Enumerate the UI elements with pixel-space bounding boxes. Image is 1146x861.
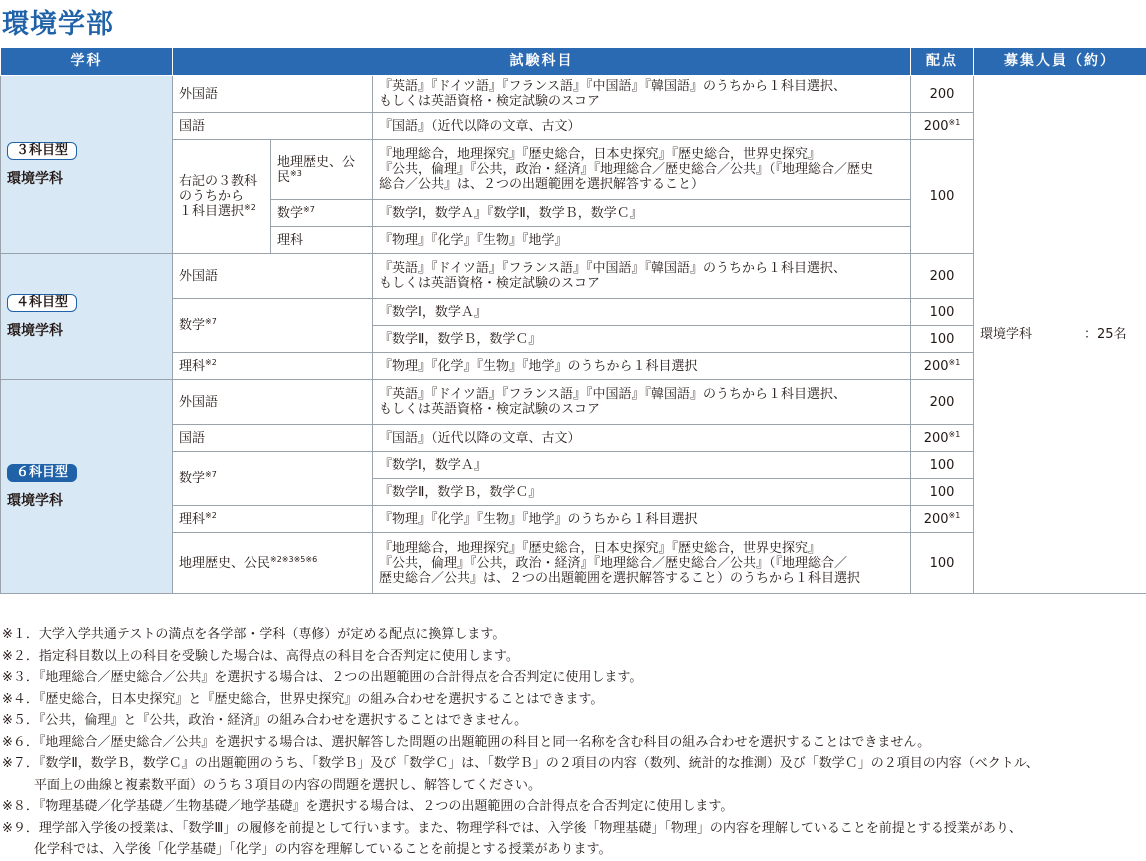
points-value: 200 [911,380,974,425]
type-badge: ４科目型 [7,294,77,312]
subject-category: 数学$^{※7}$ [271,200,373,227]
table-header-row [1,48,1146,76]
quota-cell: 環境学科 ：25名 [974,76,1146,594]
subject-detail: 『英語』『ドイツ語』『フランス語』『中国語』『韓国語』のうちから１科目選択、 もしくは英語資格・検定試験のスコア [373,76,911,113]
footnote: ※２．指定科目数以上の科目を受験した場合は、高得点の科目を合否判定に使用します。 [2,646,1039,668]
footnote: ※３．『地理総合／歴史総合／公共』を選択する場合は、２つの出題範囲の合計得点を合否判定に使用します。 [2,667,1039,689]
footnote: ※５．『公共，倫理』と『公共，政治・経済』の組み合わせを選択することはできません。 [2,710,1039,732]
points-value: 200 [911,254,974,299]
dept-name: 環境学科 [7,172,166,187]
points-value: 100 [911,479,974,506]
choice-group-label: 右記の３教科 のうちから １科目選択$^{※2}$ [173,140,271,254]
footnote-continuation: 化学科では、入学後「化学基礎」「化学」の内容を理解していることを前提とする授業があります。 [2,839,1039,861]
points-value: 200$^{※1}$ [911,113,974,140]
footnote: ※９．理学部入学後の授業は、「数学Ⅲ」の履修を前提として行います。また、物理学科では、入学後「物理基礎」「物理」の内容を理解していることを前提とする授業があり、 [2,818,1039,840]
exam-subjects-table [0,47,1146,594]
subject-detail: 『国語』（近代以降の文章、古文） [373,113,911,140]
subject-detail: 『英語』『ドイツ語』『フランス語』『中国語』『韓国語』のうちから１科目選択、 もしくは英語資格・検定試験のスコア [373,254,911,299]
type-badge: ６科目型 [7,464,77,482]
subject-detail: 『物理』『化学』『生物』『地学』のうちから１科目選択 [373,353,911,380]
subject-detail: 『地理総合，地理探究』『歴史総合，日本史探究』『歴史総合，世界史探究』 『公共，倫理』『公共，政治・経済』『地理総合／歴史総合／公共』（『地理総合／歴史 総合／公共』は、２つの出題範囲を選択解答すること） [373,140,911,200]
type-cell-6 [1,380,173,594]
subject-detail: 『数学Ⅰ，数学Ａ』 [373,452,911,479]
subject-detail: 『地理総合，地理探究』『歴史総合，日本史探究』『歴史総合，世界史探究』 『公共，倫理』『公共，政治・経済』『地理総合／歴史総合／公共』（『地理総合／ 歴史総合／公共』は、２つの出題範囲を選択解答すること）のうちから１科目選択 [373,533,911,594]
subject-category: 数学$^{※7}$ [173,299,373,353]
subject-category: 理科$^{※2}$ [173,353,373,380]
points-value: 100 [911,452,974,479]
subject-detail: 『英語』『ドイツ語』『フランス語』『中国語』『韓国語』のうちから１科目選択、 もしくは英語資格・検定試験のスコア [373,380,911,425]
subject-category: 地理歴史、公民$^{※3}$ [271,140,373,200]
header-points: 配点 [911,48,974,76]
subject-category: 国語 [173,425,373,452]
points-value: 200$^{※1}$ [911,506,974,533]
subject-category: 理科$^{※2}$ [173,506,373,533]
type-cell-4 [1,254,173,380]
subject-category: 外国語 [173,76,373,113]
subject-category: 国語 [173,113,373,140]
dept-name: 環境学科 [7,324,166,339]
footnote: ※６．『地理総合／歴史総合／公共』を選択する場合は、選択解答した問題の出題範囲の科目と同一名称を含む科目の組み合わせを選択することはできません。 [2,732,1039,754]
subject-category: 地理歴史、公民$^{※2※3※5※6}$ [173,533,373,594]
subject-detail: 『数学Ⅰ，数学Ａ』『数学Ⅱ，数学Ｂ，数学Ｃ』 [373,200,911,227]
dept-name: 環境学科 [7,494,166,509]
type-badge: ３科目型 [7,142,77,160]
subject-detail: 『数学Ⅰ，数学Ａ』 [373,299,911,326]
subject-category: 理科 [271,227,373,254]
points-value: 100 [911,326,974,353]
points-value: 200$^{※1}$ [911,353,974,380]
footnotes [2,624,1039,861]
header-dept: 学科 [1,48,173,76]
subject-detail: 『物理』『化学』『生物』『地学』のうちから１科目選択 [373,506,911,533]
subject-category: 数学$^{※7}$ [173,452,373,506]
page-title: 環境学部 [2,2,114,41]
footnote: ※１．大学入学共通テストの満点を各学部・学科（専修）が定める配点に換算します。 [2,624,1039,646]
subject-detail: 『国語』（近代以降の文章、古文） [373,425,911,452]
table-row [1,76,1146,113]
points-value: 100 [911,299,974,326]
points-value: 100 [911,140,974,254]
subject-category: 外国語 [173,380,373,425]
footnote: ※８．『物理基礎／化学基礎／生物基礎／地学基礎』を選択する場合は、２つの出題範囲の合計得点を合否判定に使用します。 [2,796,1039,818]
header-quota: 募集人員（約） [974,48,1146,76]
footnote: ※４．『歴史総合，日本史探究』と『歴史総合，世界史探究』の組み合わせを選択することはできます。 [2,689,1039,711]
points-value: 100 [911,533,974,594]
type-cell-3 [1,76,173,254]
subject-category: 外国語 [173,254,373,299]
footnote: ※７．『数学Ⅱ，数学Ｂ，数学Ｃ』の出題範囲のうち、「数学Ｂ」及び「数学Ｃ」は、「数学Ｂ」の２項目の内容（数列、統計的な推測）及び「数学Ｃ」の２項目の内容（ベクトル、 [2,753,1039,775]
header-subjects: 試験科目 [173,48,911,76]
footnote-continuation: 平面上の曲線と複素数平面）のうち３項目の内容の問題を選択し、解答してください。 [2,775,1039,797]
points-value: 200 [911,76,974,113]
subject-detail: 『数学Ⅱ，数学Ｂ，数学Ｃ』 [373,326,911,353]
points-value: 200$^{※1}$ [911,425,974,452]
subject-detail: 『数学Ⅱ，数学Ｂ，数学Ｃ』 [373,479,911,506]
subject-detail: 『物理』『化学』『生物』『地学』 [373,227,911,254]
